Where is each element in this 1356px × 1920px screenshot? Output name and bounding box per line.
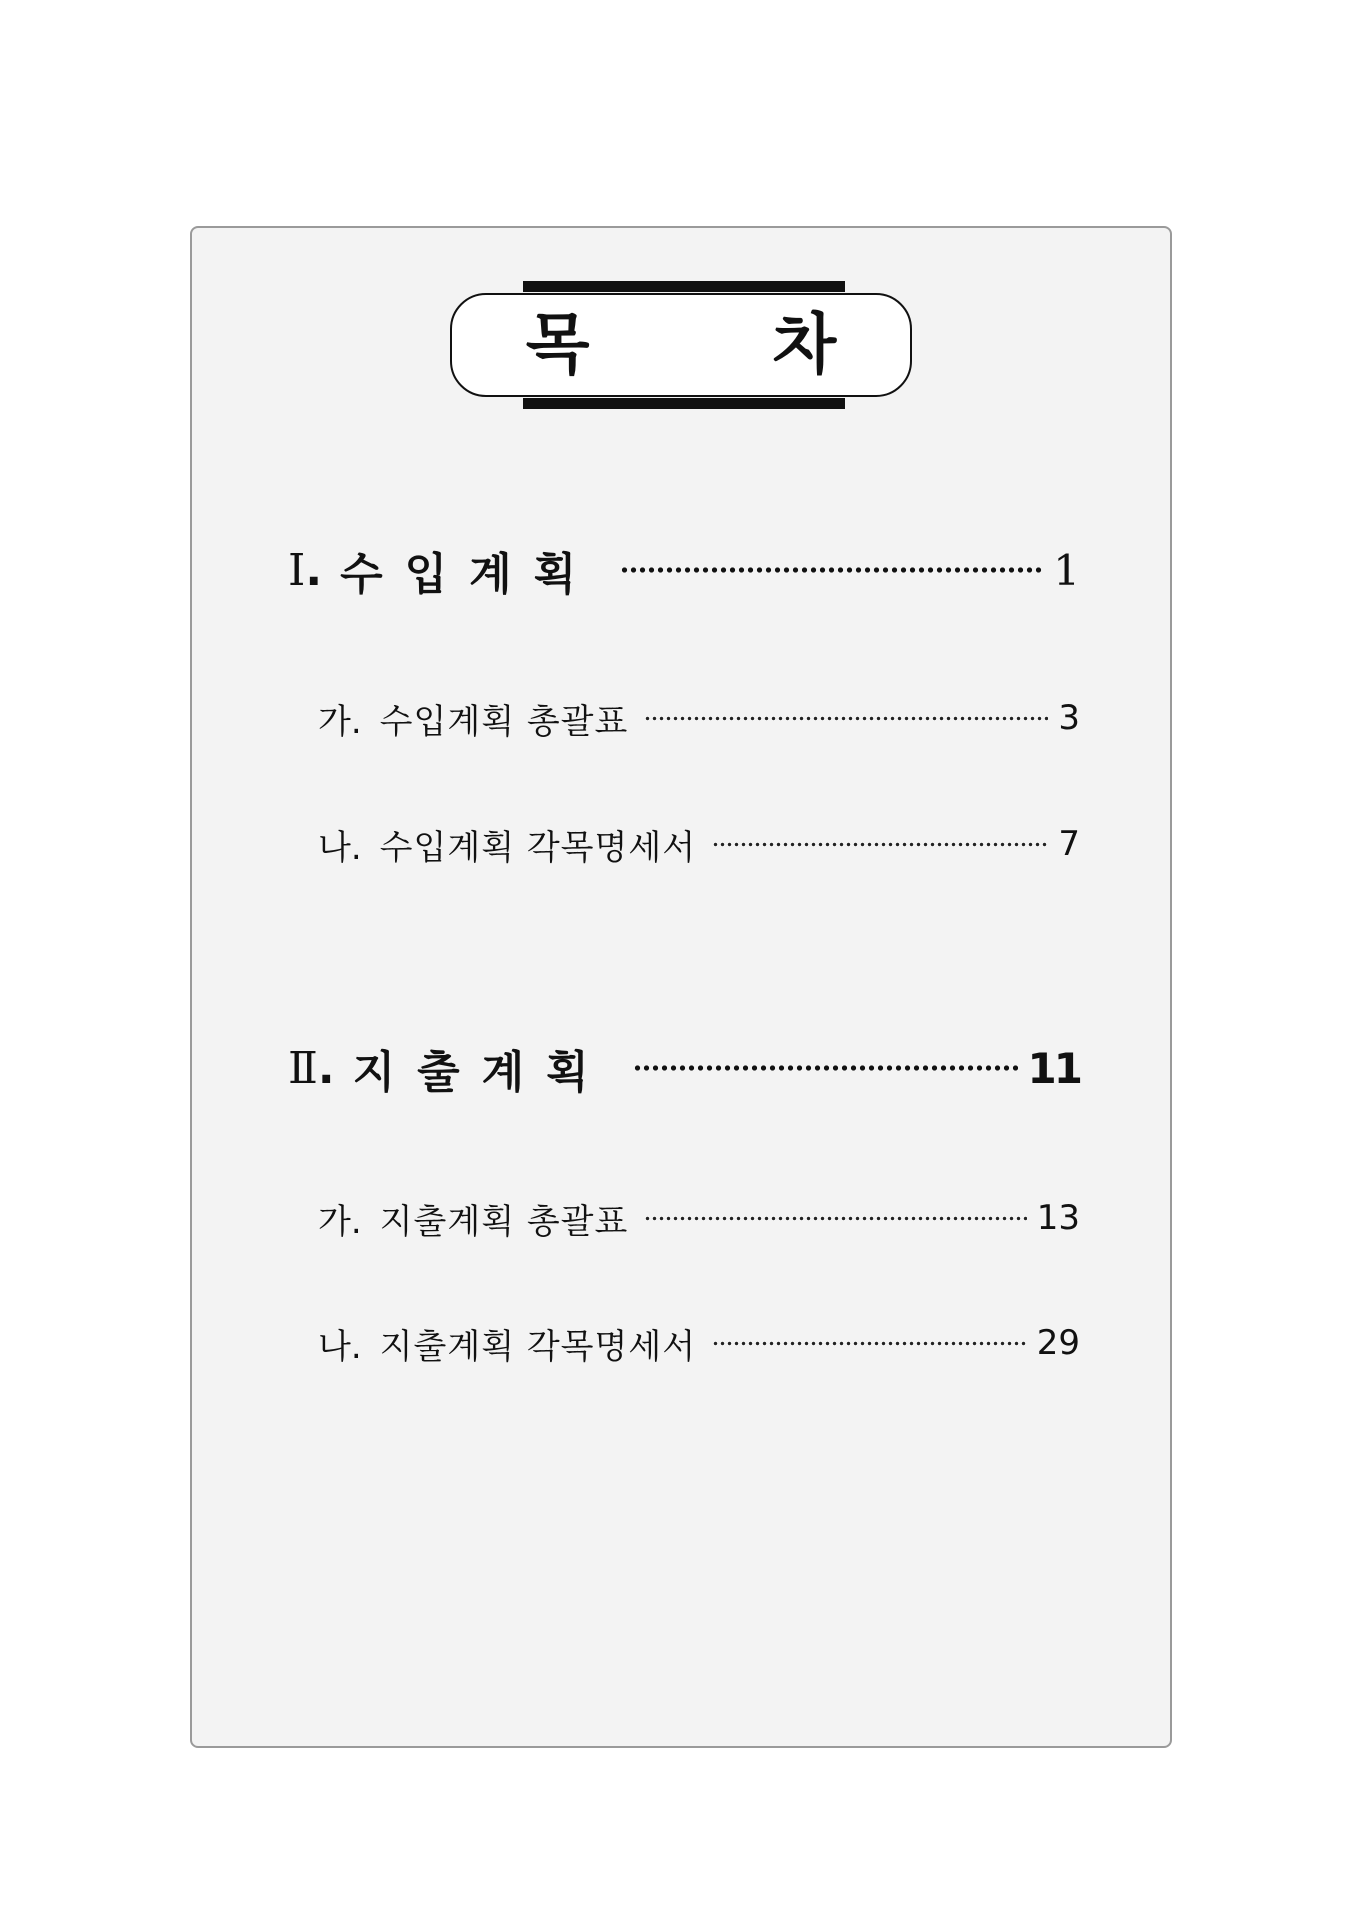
- section-page-number: 11: [1027, 1043, 1080, 1093]
- toc-title-plate: [450, 281, 917, 409]
- item-title: 수입계획 총괄표: [379, 701, 629, 742]
- dot-leader: [712, 842, 1048, 847]
- dot-leader: [712, 1341, 1027, 1346]
- dot-leader: [620, 567, 1043, 573]
- item-marker: 나.: [318, 1326, 362, 1367]
- dot-leader: [633, 1065, 1018, 1071]
- item-title: 지출계획 각목명세서: [379, 1326, 697, 1367]
- toc-section-1[interactable]: [288, 540, 1080, 600]
- toc-frame: [190, 226, 1172, 1748]
- item-page-number: 7: [1058, 824, 1080, 864]
- section-numeral: Ⅱ: [288, 1042, 318, 1094]
- item-marker: 나.: [318, 827, 362, 868]
- item-title: 지출계획 총괄표: [379, 1201, 629, 1242]
- title-bar-bottom: [523, 398, 845, 409]
- toc-item-1-2[interactable]: [318, 822, 1080, 866]
- dot-leader: [644, 1216, 1026, 1221]
- toc-item-1-1[interactable]: [318, 696, 1080, 740]
- item-marker: 가.: [318, 701, 362, 742]
- section-page-number: 1: [1053, 545, 1080, 595]
- item-page-number: 3: [1058, 698, 1080, 738]
- item-marker: 가.: [318, 1201, 362, 1242]
- toc-item-2-1[interactable]: [318, 1196, 1080, 1240]
- dot-leader: [644, 716, 1048, 721]
- section-title: 지출계획: [352, 1047, 611, 1098]
- item-page-number: 29: [1036, 1323, 1080, 1363]
- title-box: [450, 293, 917, 397]
- item-page-number: 13: [1036, 1198, 1080, 1238]
- section-numeral: Ⅰ: [288, 544, 306, 596]
- section-title: 수입계획: [340, 549, 599, 600]
- section-period: .: [317, 1042, 335, 1094]
- toc-title: 목 차: [525, 306, 917, 383]
- toc-section-2[interactable]: [288, 1038, 1080, 1098]
- toc-item-2-2[interactable]: [318, 1321, 1080, 1365]
- title-bar-top: [523, 281, 845, 292]
- section-period: .: [305, 544, 323, 596]
- item-title: 수입계획 각목명세서: [379, 827, 697, 868]
